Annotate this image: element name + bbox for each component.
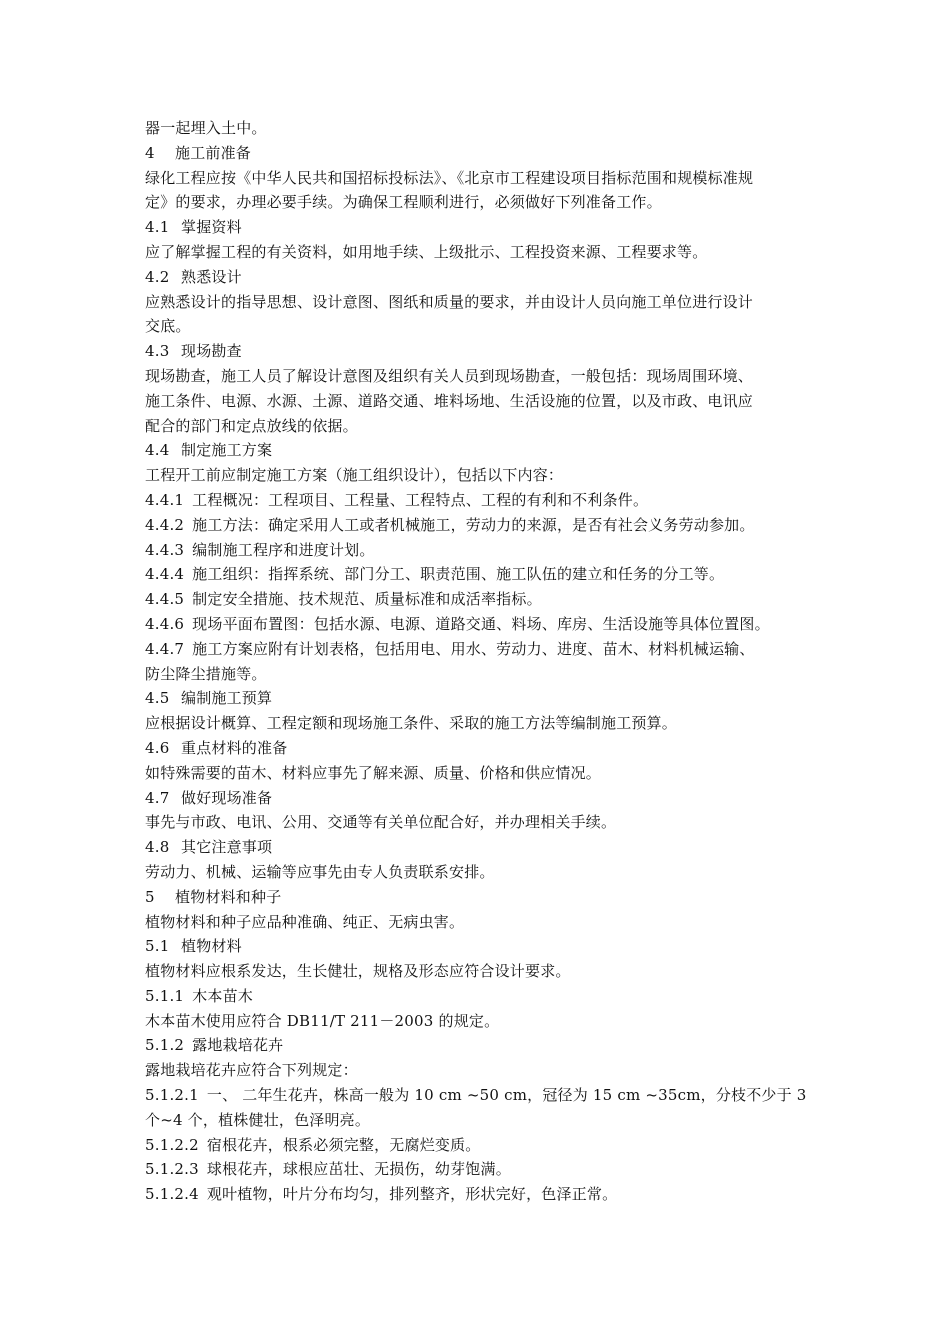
body-text-line xyxy=(145,364,813,389)
section-number: 5.1 xyxy=(145,937,170,956)
section-number: 4.4.4 xyxy=(145,565,185,584)
line-text: 工程开工前应制定施工方案（施工组织设计），包括以下内容： xyxy=(145,466,564,485)
line-text: 施工组织：指挥系统、部门分工、职责范围、施工队伍的建立和任务的分工等。 xyxy=(192,565,725,584)
section-number: 5.1.2 xyxy=(145,1036,185,1055)
section-heading-line xyxy=(145,438,813,463)
line-text: 现场平面布置图：包括水源、电源、道路交通、料场、库房、生活设施等具体位置图。 xyxy=(192,614,770,633)
section-number: 4 xyxy=(145,143,155,162)
section-heading-line xyxy=(145,984,813,1009)
section-number: 4.4.2 xyxy=(145,515,185,534)
section-heading-line xyxy=(145,686,813,711)
line-text: 施工方法：确定采用人工或者机械施工，劳动力的来源，是否有社会义务劳动参加。 xyxy=(192,515,755,534)
line-text: 绿化工程应按《中华人民共和国招标投标法》、《北京市工程建设项目指标范围和规模标准规 xyxy=(145,168,754,187)
line-text: 重点材料的准备 xyxy=(181,738,288,757)
section-number: 5.1.2.1 xyxy=(145,1086,199,1105)
body-text-line xyxy=(145,711,813,736)
section-number: 4.3 xyxy=(145,342,170,361)
section-heading-line xyxy=(145,513,813,538)
section-number: 5 xyxy=(145,887,155,906)
section-heading-line xyxy=(145,265,813,290)
line-text: 现场勘查 xyxy=(181,342,242,361)
document-page xyxy=(145,116,813,1207)
section-heading-line xyxy=(145,885,813,910)
body-text-line xyxy=(145,389,813,414)
line-text: 应熟悉设计的指导思想、设计意图、图纸和质量的要求，并由设计人员向施工单位进行设计 xyxy=(145,292,754,311)
body-text-line xyxy=(145,910,813,935)
body-text-line xyxy=(145,314,813,339)
line-text: 做好现场准备 xyxy=(181,788,273,807)
section-number: 5.1.2.4 xyxy=(145,1185,199,1204)
line-text: 如特殊需要的苗木、材料应事先了解来源、质量、价格和供应情况。 xyxy=(145,763,602,782)
body-text-line xyxy=(145,662,813,687)
section-heading-line xyxy=(145,786,813,811)
section-heading-line xyxy=(145,736,813,761)
body-text-line xyxy=(145,463,813,488)
line-text: 熟悉设计 xyxy=(181,267,242,286)
section-number: 4.4.6 xyxy=(145,614,185,633)
body-text-line xyxy=(145,290,813,315)
line-text: 施工方案应附有计划表格，包括用电、用水、劳动力、进度、苗木、材料机械运输、 xyxy=(192,639,755,658)
section-number: 4.5 xyxy=(145,689,170,708)
line-text: 宿根花卉，根系必须完整，无腐烂变质。 xyxy=(206,1135,481,1154)
section-heading-line xyxy=(145,587,813,612)
line-text: 植物材料和种子应品种准确、纯正、无病虫害。 xyxy=(145,912,465,931)
section-number: 5.1.2.2 xyxy=(145,1135,199,1154)
line-text: 掌握资料 xyxy=(181,218,242,237)
body-text-line xyxy=(145,116,813,141)
line-text: 编制施工预算 xyxy=(181,689,273,708)
section-number: 4.8 xyxy=(145,838,170,857)
body-text-line xyxy=(145,1009,813,1034)
line-text: 木本苗木使用应符合 DB11/T 211－2003 的规定。 xyxy=(145,1011,500,1030)
section-number: 4.6 xyxy=(145,738,170,757)
section-number: 4.7 xyxy=(145,788,170,807)
section-number: 4.4.1 xyxy=(145,490,185,509)
section-number: 4.4.3 xyxy=(145,540,185,559)
body-text-line xyxy=(145,860,813,885)
section-heading-line xyxy=(145,1033,813,1058)
body-text-line xyxy=(145,1058,813,1083)
section-heading-line xyxy=(145,215,813,240)
line-text: 球根花卉，球根应茁壮、无损伤，幼芽饱满。 xyxy=(206,1160,511,1179)
line-text: 应了解掌握工程的有关资料，如用地手续、上级批示、工程投资来源、工程要求等。 xyxy=(145,242,708,261)
section-heading-line xyxy=(145,538,813,563)
line-text: 露地栽培花卉 xyxy=(192,1036,284,1055)
body-text-line xyxy=(145,810,813,835)
line-text: 应根据设计概算、工程定额和现场施工条件、采取的施工方法等编制施工预算。 xyxy=(145,714,678,733)
line-text: 工程概况：工程项目、工程量、工程特点、工程的有利和不利条件。 xyxy=(192,490,649,509)
section-heading-line xyxy=(145,1133,813,1158)
line-text: 器一起埋入土中。 xyxy=(145,119,267,137)
line-text: 观叶植物，叶片分布均匀，排列整齐，形状完好，色泽正常。 xyxy=(206,1185,618,1204)
body-text-line xyxy=(145,761,813,786)
line-text: 编制施工程序和进度计划。 xyxy=(192,540,375,559)
section-heading-line xyxy=(145,141,813,166)
section-number: 4.4.7 xyxy=(145,639,185,658)
section-number: 4.4 xyxy=(145,441,170,460)
section-heading-line xyxy=(145,934,813,959)
line-text: 制定施工方案 xyxy=(181,441,273,460)
section-heading-line xyxy=(145,562,813,587)
line-text: 制定安全措施、技术规范、质量标准和成活率指标。 xyxy=(192,590,542,609)
section-heading-line xyxy=(145,612,813,637)
body-text-line xyxy=(145,414,813,439)
section-number: 5.1.1 xyxy=(145,986,185,1005)
body-text-line xyxy=(145,1108,813,1133)
section-heading-line xyxy=(145,835,813,860)
section-heading-line xyxy=(145,488,813,513)
line-text: 露地栽培花卉应符合下列规定： xyxy=(145,1061,358,1080)
line-text: 事先与市政、电讯、公用、交通等有关单位配合好，并办理相关手续。 xyxy=(145,813,617,832)
line-text: 防尘降尘措施等。 xyxy=(145,664,267,683)
line-text: 劳动力、机械、运输等应事先由专人负责联系安排。 xyxy=(145,862,495,881)
line-text: 其它注意事项 xyxy=(181,838,273,857)
line-text: 交底。 xyxy=(145,317,191,336)
line-text: 植物材料和种子 xyxy=(175,887,282,906)
line-text: 植物材料 xyxy=(181,937,242,956)
line-text: 个~4 个，植株健壮，色泽明亮。 xyxy=(145,1110,371,1129)
section-number: 4.2 xyxy=(145,267,170,286)
line-text: 配合的部门和定点放线的依据。 xyxy=(145,416,358,435)
section-number: 4.1 xyxy=(145,218,170,237)
line-text: 现场勘查，施工人员了解设计意图及组织有关人员到现场勘查，一般包括：现场周围环境、 xyxy=(145,366,754,385)
section-heading-line xyxy=(145,637,813,662)
section-heading-line xyxy=(145,1157,813,1182)
body-text-line xyxy=(145,959,813,984)
section-number: 5.1.2.3 xyxy=(145,1160,199,1179)
line-text: 施工条件、电源、水源、土源、道路交通、堆料场地、生活设施的位置，以及市政、电讯应 xyxy=(145,391,754,410)
section-heading-line xyxy=(145,339,813,364)
line-text: 定》的要求，办理必要手续。为确保工程顺利进行，必须做好下列准备工作。 xyxy=(145,193,662,212)
body-text-line xyxy=(145,166,813,191)
line-text: 施工前准备 xyxy=(175,143,252,162)
body-text-line xyxy=(145,190,813,215)
section-number: 4.4.5 xyxy=(145,590,185,609)
line-text: 木本苗木 xyxy=(192,986,253,1005)
section-heading-line xyxy=(145,1182,813,1207)
line-text: 植物材料应根系发达，生长健壮，规格及形态应符合设计要求。 xyxy=(145,962,571,981)
body-text-line xyxy=(145,240,813,265)
line-text: 一、 二年生花卉，株高一般为 10 cm ~50 cm，冠径为 15 cm ~35cm，分枝不少于 3 xyxy=(206,1086,807,1105)
section-heading-line xyxy=(145,1083,813,1108)
